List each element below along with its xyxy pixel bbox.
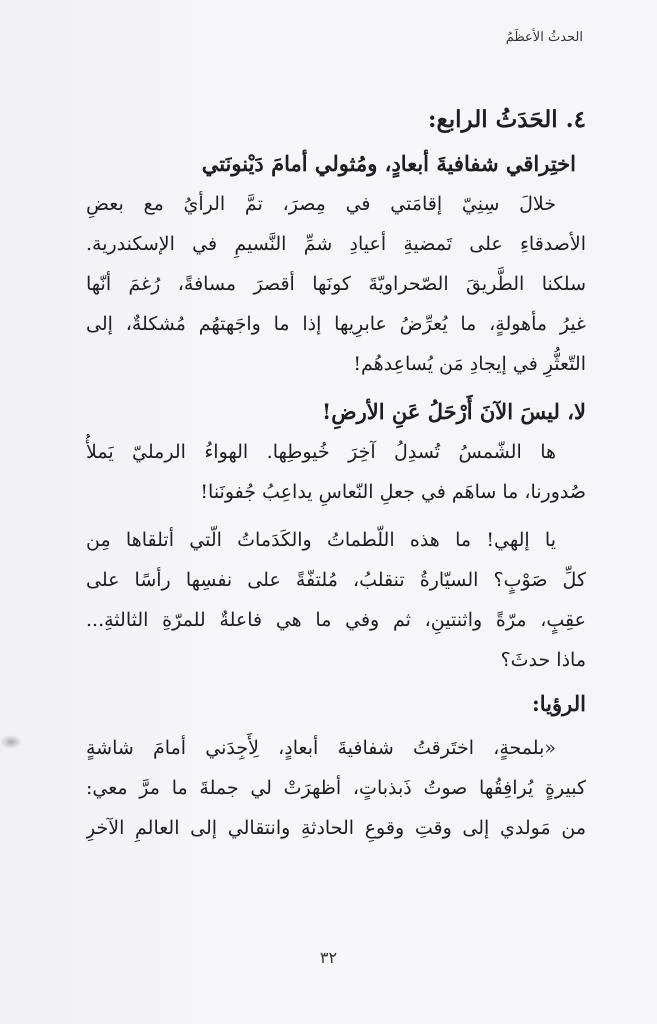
text-line: «بلمحةٍ، اختَرقتُ شفافيةَ أبعادٍ، لِأَجِدَني أمامَ شاشةٍ xyxy=(86,737,556,759)
running-header: الحدثُ الأعظَمُ xyxy=(505,30,583,45)
section-heading: ٤. الحَدَثُ الرابع: xyxy=(428,106,586,133)
page-number: ٣٢ xyxy=(319,948,338,967)
text-line: من مَولدي إلى وقتِ وقوعِ الحادثةِ وانتقالي إلى العالمِ الآخرِ xyxy=(86,817,586,839)
paragraph-2 xyxy=(86,432,586,512)
text-line: ها الشّمسُ تُسدِلُ آخِرَ خُيوطِها. الهواءُ الرمليّ يَملأُ xyxy=(86,441,556,463)
text-line: يا إلهي! ما هذه اللّطماتُ والكَدَماتُ الّتي أتلقاها مِن xyxy=(86,529,556,551)
text-line: كلِّ صَوْبٍ؟ السيّارةُ تنقلبُ، مُلتفّةً على نفسِها رأسًا على xyxy=(86,569,586,591)
text-line: عقِبٍ، مرّةً واثنتينِ، ثم وفي ما هي فاعلةٌ للمرّةِ الثالثةِ... xyxy=(86,609,586,631)
vision-paragraph xyxy=(86,728,586,848)
text-line: خلالَ سِنِيّ إقامَتي في مِصرَ، تمَّ الرأيُ مع بعضِ xyxy=(86,193,556,215)
section-subheading: اختِراقي شفافيةَ أبعادٍ، ومُثولي أمامَ دَيْنونَتي xyxy=(201,151,576,176)
paragraph-3 xyxy=(86,520,586,680)
text-line: سلكنا الطَّريقَ الصّحراويّةَ كونَها أقصرَ مسافةً، رُغمَ أنّها xyxy=(86,273,586,295)
text-line: غيرُ مأهولةٍ، ما يُعرِّضُ عابرِيها إذا ما واجَهتهُم مُشكلةٌ، إلى xyxy=(86,313,586,335)
vision-heading: الرؤيا: xyxy=(532,691,586,716)
text-line: التّعثُّرِ في إيجادِ مَن يُساعِدهُم! xyxy=(353,353,586,375)
scan-smudge xyxy=(0,735,22,749)
text-line: صُدورنا، ما ساهَم في جعلِ النّعاسِ يداعِبُ جُفونَنا! xyxy=(200,481,586,503)
paragraph-1 xyxy=(86,184,586,384)
page-body xyxy=(86,100,586,848)
exclamation-heading: لا، ليسَ الآنَ أَرْحَلُ عَنِ الأرضِ! xyxy=(322,399,586,424)
text-line: كبيرةٍ يُرافِقُها صوتُ ذَبذباتٍ، أظهرَتْ لي جملةَ ما مرَّ معي: xyxy=(86,777,586,799)
text-line: ماذا حدثَ؟ xyxy=(500,649,586,671)
text-line: الأصدقاءِ على تَمضيةِ أعيادِ شمِّ النَّسيمِ في الإسكندرية. xyxy=(86,233,586,255)
